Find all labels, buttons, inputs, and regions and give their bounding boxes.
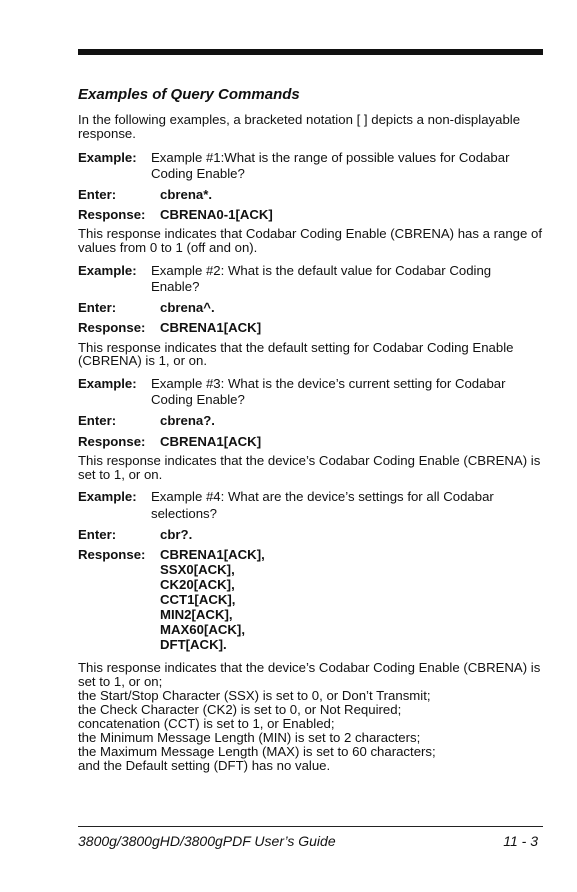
example-question: Example #2: What is the default value for Codabar Coding Enable? [151, 262, 492, 295]
enter-row [78, 527, 543, 542]
response-row [78, 207, 543, 222]
enter-row [78, 413, 543, 428]
example-row [78, 489, 543, 521]
example-row [78, 376, 543, 408]
note-line: This response indicates that the device’s Codabar Coding Enable (CBRENA) is set to 1, or on; [78, 660, 541, 690]
response-label: Response: [78, 320, 146, 336]
enter-row [78, 300, 543, 315]
note-line: the Check Character (CK2) is set to 0, or Not Required; [78, 702, 402, 718]
enter-label: Enter: [78, 413, 117, 429]
example-row [78, 263, 543, 295]
example-question: Example #1:What is the range of possible values for Codabar Coding Enable? [151, 149, 510, 181]
example-label: Example: [78, 149, 137, 165]
example-label: Example: [78, 376, 137, 392]
response-line: MAX60[ACK], [160, 622, 245, 638]
enter-command: cbrena^. [160, 300, 215, 316]
response-value: CBRENA0-1[ACK] [160, 207, 273, 223]
example-label: Example: [78, 489, 137, 505]
enter-label: Enter: [78, 300, 117, 316]
example-label: Example: [78, 262, 137, 278]
example-block-1 [78, 150, 543, 255]
response-list [160, 547, 265, 652]
footer-rule [78, 826, 543, 827]
response-line: CK20[ACK], [160, 576, 235, 592]
response-line: MIN2[ACK], [160, 607, 233, 623]
section-heading: Examples of Query Commands [78, 86, 300, 103]
note-line: the Start/Stop Character (SSX) is set to 0, or Don’t Transmit; [78, 688, 431, 704]
response-row [78, 434, 543, 449]
example-question: Example #3: What is the device’s current setting for Codabar Coding Enable? [151, 376, 506, 408]
enter-label: Enter: [78, 186, 117, 202]
example-note: This response indicates that the default setting for Codabar Coding Enable (CBRENA) is 1, or on. [78, 339, 514, 369]
example-question: Example #4: What are the device’s settings for all Codabar selections? [151, 489, 494, 521]
page-number: 11 - 3 [503, 833, 538, 849]
page-content [78, 86, 543, 773]
enter-label: Enter: [78, 526, 117, 542]
response-line: SSX0[ACK], [160, 561, 235, 577]
footer-title: 3800g/3800gHD/3800gPDF User’s Guide [78, 833, 336, 849]
response-label: Response: [78, 546, 146, 562]
enter-command: cbr?. [160, 526, 193, 542]
response-row [78, 320, 543, 335]
example-note: This response indicates that Codabar Coding Enable (CBRENA) has a range of values from 0 to 1 (off and on). [78, 226, 543, 256]
note-line: and the Default setting (DFT) has no value. [78, 758, 331, 774]
example-row [78, 150, 543, 182]
example-note: This response indicates that the device’s Codabar Coding Enable (CBRENA) is set to 1, or on. [78, 452, 541, 482]
response-line: CCT1[ACK], [160, 591, 236, 607]
example-block-2 [78, 263, 543, 368]
enter-row [78, 187, 543, 202]
enter-command: cbrena?. [160, 413, 215, 429]
page-footer [78, 833, 538, 849]
response-label: Response: [78, 207, 146, 223]
response-line: CBRENA1[ACK], [160, 546, 265, 562]
response-row [78, 547, 543, 652]
intro-paragraph: In the following examples, a bracketed notation [ ] depicts a non-displayable response. [78, 112, 521, 141]
example-block-3 [78, 376, 543, 481]
example-block-4 [78, 489, 543, 773]
note-line: concatenation (CCT) is set to 1, or Enabled; [78, 716, 335, 732]
response-value: CBRENA1[ACK] [160, 320, 262, 336]
response-value: CBRENA1[ACK] [160, 433, 262, 449]
note-line: the Minimum Message Length (MIN) is set to 2 characters; [78, 730, 421, 746]
response-label: Response: [78, 433, 146, 449]
example-note [78, 661, 543, 773]
response-line: DFT[ACK]. [160, 637, 227, 653]
enter-command: cbrena*. [160, 186, 213, 202]
note-line: the Maximum Message Length (MAX) is set to 60 characters; [78, 744, 436, 760]
header-rule [78, 49, 543, 55]
